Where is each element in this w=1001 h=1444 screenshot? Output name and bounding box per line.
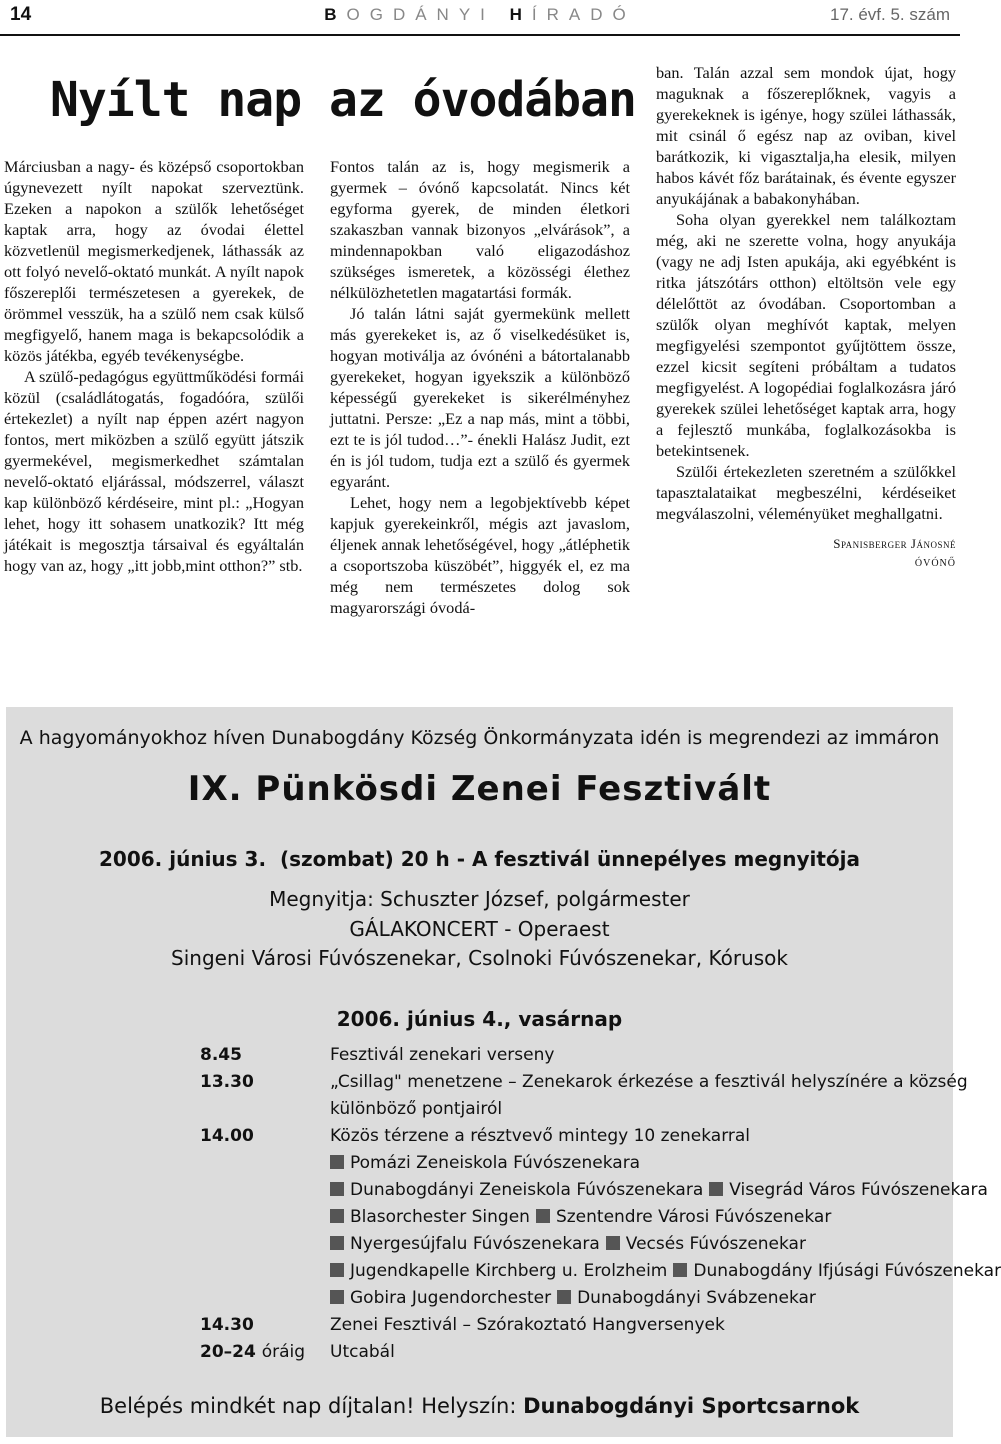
page-header [0, 0, 960, 36]
square-bullet-icon [330, 1236, 344, 1250]
article-title: Nyílt nap az óvodában [50, 72, 636, 128]
program-desc: „Csillag" menetzene – Zenekarok érkezése a fesztivál helyszínére a község [330, 1072, 968, 1092]
paragraph: Fontos talán az is, hogy megismerik a gyermek – óvónő kapcsolatát. Nincs két egyforma gyerek, de minden életkori szakaszban vannak bizonyos „elvárások”, a mindennapokban való eligazodáshoz szükséges ismeretek, a közösségi élethez nélkülözhetetlen magatartási formák. [330, 157, 630, 302]
footer-text: Belépés mindkét nap díjtalan! Helyszín: [99, 1394, 524, 1418]
author-role: ÓVÓNŐ [914, 558, 956, 569]
band-name: Dunabogdány Ifjúsági Fúvószenekar [693, 1261, 1001, 1281]
paragraph: A szülő-pedagógus együttműködési formái közül (családlátogatás, fogadóóra, szülői értekezlet) a nyílt nap éppen azért nagyon fontos, mert miközben a szülő együtt játszik gyermekével, megismerkedhet számtalan nevelő-oktató eljárással, módszerrel, választ kap különböző kérdéseire, mint pl.: „Hogyan lehet, hogy itt sohasem unatkozik? Itt még játékait is megosztja társaival és egyáltalán hogy van az, hogy „itt jobb,mint otthon?” stb. [4, 367, 304, 575]
square-bullet-icon [557, 1290, 571, 1304]
square-bullet-icon [330, 1263, 344, 1277]
square-bullet-icon [606, 1236, 620, 1250]
masthead [0, 5, 960, 25]
program-time: 8.45 [200, 1045, 242, 1065]
header-rule [0, 34, 960, 36]
program-time: 13.30 [200, 1072, 254, 1092]
opening-line: Megnyitja: Schuszter József, polgármester [269, 887, 690, 911]
article-column-3 [656, 62, 956, 574]
masthead-word-2: ÍRADÓ [531, 5, 636, 24]
paragraph: Szülői értekezleten szeretném a szülőkkel tapasztalataikat megbeszélni, kérdéseiket megválaszolni, véleményüket meghallgatni. [656, 462, 956, 523]
issue-label: 17. évf. 5. szám [830, 5, 950, 24]
opening-line: GÁLAKONCERT - Operaest [349, 917, 610, 941]
square-bullet-icon [330, 1182, 344, 1196]
masthead-word-1: OGDÁNYI [346, 5, 495, 24]
article-column-2 [330, 156, 630, 618]
day2-heading: 2006. június 4., vasárnap [336, 1007, 623, 1031]
program-time: 14.00 [200, 1126, 254, 1146]
program-desc: Zenei Fesztivál – Szórakoztató Hangversenyek [330, 1315, 725, 1335]
paragraph: Soha olyan gyerekkel nem találkoztam még, aki ne szerette volna, hogy anyukája (vagy ne adj Isten apukája, aki egyébként is ritka játszótárs otthon) eltöltsön vele egy délelőttöt az óvodában. Csoportomban a szülők olyan meghívót kaptak, melyen megfigyelési szempontot gyűjtöttem össze, ezzel kicsit segíteni próbáltam a tudatos megfigyelést. A logopédiai foglalkozásra járó gyerekek szülei lehetőséget kaptak arra, hogy a fejlesztő munkába, foglalkozásokba is betekintsenek. [656, 210, 956, 460]
paragraph: ban. Talán azzal sem mondok újat, hogy maguknak a főszereplőknek, vagyis a gyerekeknek is igénye, hogy szülei láthassák, mit csinál ő egész nap az oviban, kivel barátkozik, ki vigasztalja,ha elesik, milyen habos kávét főz barátainak, és évente egyszer anyukájának a babakonyhában. [656, 63, 956, 208]
author-signature [656, 534, 956, 574]
program-time [200, 1342, 320, 1362]
square-bullet-icon [330, 1209, 344, 1223]
program-time-value: 20–24 [200, 1342, 256, 1362]
band-name: Dunabogdányi Zeneiskola Fúvószenekara [350, 1180, 704, 1200]
band-name: Gobira Jugendorchester [350, 1288, 552, 1308]
program-time-suffix: óráig [261, 1342, 306, 1362]
program-desc: Közös térzene a résztvevő mintegy 10 zenekarral [330, 1126, 751, 1146]
band-name: Jugendkapelle Kirchberg u. Erolzheim [350, 1261, 668, 1281]
opening-line: Singeni Városi Fúvószenekar, Csolnoki Fúvószenekar, Kórusok [171, 946, 788, 970]
band-name: Dunabogdányi Svábzenekar [577, 1288, 816, 1308]
square-bullet-icon [709, 1182, 723, 1196]
paragraph: Lehet, hogy nem a legobjektívebb képet kapjuk gyerekeinkről, mégis azt javaslom, éljenek annak lehetőségével, hogy „átléphetik a csoportszoba küszöbét”, higgyék el, ez ma még nem természetes dolog sok magyarországi óvodá- [330, 493, 630, 617]
square-bullet-icon [536, 1209, 550, 1223]
square-bullet-icon [330, 1155, 344, 1169]
program-desc: Utcabál [330, 1342, 395, 1362]
festival-title: IX. Pünkösdi Zenei Fesztivált [187, 769, 772, 809]
festival-intro: A hagyományokhoz híven Dunabogdány Község Önkormányzata idén is megrendezi az immáron [19, 727, 940, 749]
article-column-1 [4, 156, 304, 576]
square-bullet-icon [673, 1263, 687, 1277]
masthead-letter-b: B [324, 5, 347, 24]
footer-venue: Dunabogdányi Sportcsarnok [523, 1394, 860, 1418]
band-name: Nyergesújfalu Fúvószenekara [350, 1234, 600, 1254]
program-time: 14.30 [200, 1315, 254, 1335]
program-desc-cont: különböző pontjairól [330, 1099, 503, 1119]
paragraph: Jó talán látni saját gyermekünk mellett más gyerekeket is, az ő viselkedésüket is, hogyan motiválja az óvónéni a bátortalanabb gyerekeket, hogyan igyekszik a különböző képességű gyerekeket is sikerélményhez juttatni. Persze: „Ez a nap más, mint a többi, ezt te is jól tudod…”- énekli Halász Judit, ezt én is jól tudom, tudja ezt a szülő és gyermek egyaránt. [330, 304, 630, 491]
day1-heading: 2006. június 3. (szombat) 20 h - A fesztivál ünnepélyes megnyitója [99, 847, 860, 871]
festival-announcement [6, 707, 1001, 1437]
band-name: Pomázi Zeneiskola Fúvószenekara [350, 1153, 641, 1173]
band-name: Vecsés Fúvószenekar [625, 1234, 806, 1254]
paragraph: Márciusban a nagy- és középső csoportokban úgynevezett nyílt napokat szerveztünk. Ezeken a napokon a szülők lehetőséget kaptak arra, hogy az óvodai élettel közvetlenül megismerkedjenek, láthassák az ott folyó nevelő-oktató munkát. A nyílt napok főszereplői természetesen a gyerekek, de örömmel vesszük, ha a szülő nem csak külső megfigyelő, hanem maga is bekapcsolódik a közös játékba, egyéb tevékenységbe. [4, 157, 304, 365]
festival-footer [6, 1394, 953, 1418]
page-number: 14 [10, 4, 32, 25]
square-bullet-icon [330, 1290, 344, 1304]
author-name: Spanisberger Jánosné [833, 536, 956, 551]
masthead-letter-h: H [509, 5, 532, 24]
program-desc: Fesztivál zenekari verseny [330, 1045, 555, 1065]
band-name: Blasorchester Singen [350, 1207, 530, 1227]
band-name: Visegrád Város Fúvószenekara [729, 1180, 988, 1200]
band-name: Szentendre Városi Fúvószenekar [555, 1207, 832, 1227]
